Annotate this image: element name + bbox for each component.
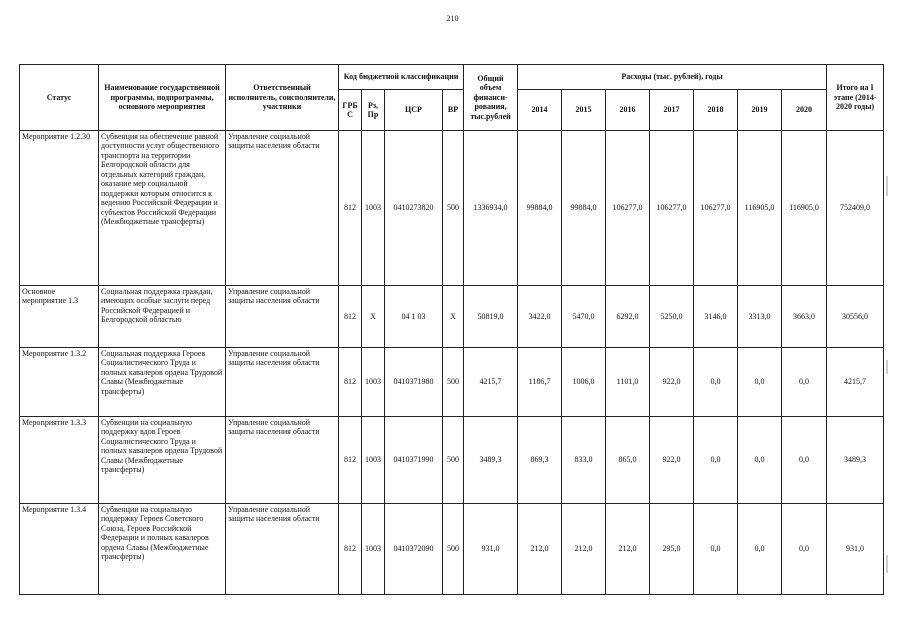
- cell-total: 50819,0: [464, 286, 518, 348]
- cell-year-value: 0,0: [782, 504, 827, 595]
- cell-year-value: 106277,0: [694, 131, 738, 286]
- cell-stage-total: 3489,3: [827, 417, 884, 504]
- cell-year-value: 116905,0: [738, 131, 782, 286]
- cell-rzpr: 1003: [362, 131, 385, 286]
- cell-grbs: 812: [339, 417, 362, 504]
- header-rzpr: Рз, Пр: [362, 90, 385, 131]
- cell-status: Мероприятие 1.3.3: [20, 417, 99, 504]
- scan-artifact: [886, 176, 888, 196]
- cell-total: 3489,3: [464, 417, 518, 504]
- cell-year-value: 99884,0: [518, 131, 562, 286]
- cell-year-value: 212,0: [518, 504, 562, 595]
- cell-vr: 500: [443, 504, 464, 595]
- cell-rzpr: 1003: [362, 348, 385, 417]
- cell-year-value: 3422,0: [518, 286, 562, 348]
- cell-name: Социальная поддержка граждан, имеющих особые заслуги перед Российской Федерацией и Белгородской областью: [99, 286, 226, 348]
- cell-responsible: Управление социальной защиты населения области: [226, 417, 339, 504]
- cell-year-value: 0,0: [738, 417, 782, 504]
- header-year: 2016: [606, 90, 650, 131]
- header-year: 2017: [650, 90, 694, 131]
- cell-responsible: Управление социальной защиты населения области: [226, 348, 339, 417]
- cell-year-value: 0,0: [694, 348, 738, 417]
- cell-grbs: 812: [339, 286, 362, 348]
- cell-year-value: 116905,0: [782, 131, 827, 286]
- cell-name: Социальная поддержка Героев Социалистического Труда и полных кавалеров ордена Трудовой Славы (Межбюджетные трансферты): [99, 348, 226, 417]
- cell-year-value: 869,3: [518, 417, 562, 504]
- cell-year-value: 5250,0: [650, 286, 694, 348]
- cell-vr: 500: [443, 417, 464, 504]
- cell-year-value: 865,0: [606, 417, 650, 504]
- cell-responsible: Управление социальной защиты населения области: [226, 504, 339, 595]
- cell-stage-total: 752409,0: [827, 131, 884, 286]
- cell-year-value: 3663,0: [782, 286, 827, 348]
- table-row: [20, 417, 884, 504]
- table-row: [20, 131, 884, 286]
- header-year: 2020: [782, 90, 827, 131]
- cell-year-value: 833,0: [562, 417, 606, 504]
- header-grbs: ГРБ С: [339, 90, 362, 131]
- cell-year-value: 3313,0: [738, 286, 782, 348]
- table-body: [20, 131, 884, 595]
- cell-year-value: 0,0: [738, 504, 782, 595]
- cell-rzpr: 1003: [362, 417, 385, 504]
- scan-artifact: [886, 555, 888, 573]
- cell-name: Субвенции на социальную поддержку вдов Героев Социалистического Труда и полных кавалеров ордена Трудовой Славы (Межбюджетные трансферты): [99, 417, 226, 504]
- cell-year-value: 0,0: [738, 348, 782, 417]
- header-year: 2018: [694, 90, 738, 131]
- cell-year-value: 0,0: [782, 417, 827, 504]
- header-status: Статус: [20, 65, 99, 131]
- header-vr: ВР: [443, 90, 464, 131]
- cell-year-value: 0,0: [694, 504, 738, 595]
- cell-year-value: 1186,7: [518, 348, 562, 417]
- cell-status: Мероприятие 1.2.30: [20, 131, 99, 286]
- cell-vr: 500: [443, 348, 464, 417]
- cell-stage-total: 931,0: [827, 504, 884, 595]
- header-csr: ЦСР: [385, 90, 443, 131]
- table-row: [20, 286, 884, 348]
- budget-table: [19, 64, 884, 595]
- cell-name: Субвенция на обеспечение равной доступности услуг общественного транспорта на территории Белгородской области для отдельных категорий граждан, оказание мер социальной поддержки которым относится к ведению Российской Федерации и субъектов Российской Федерации (Межбюджетные трансферты): [99, 131, 226, 286]
- cell-grbs: 812: [339, 504, 362, 595]
- cell-year-value: 3146,0: [694, 286, 738, 348]
- cell-year-value: 1101,0: [606, 348, 650, 417]
- cell-status: Мероприятие 1.3.4: [20, 504, 99, 595]
- cell-name: Субвенции на социальную поддержку Героев Советского Союза, Героев Российской Федерации и полных кавалеров ордена Славы (Межбюджетные трансферты): [99, 504, 226, 595]
- cell-vr: 500: [443, 131, 464, 286]
- cell-year-value: 5470,0: [562, 286, 606, 348]
- cell-year-value: 99884,0: [562, 131, 606, 286]
- cell-csr: 0410371990: [385, 417, 443, 504]
- table-row: [20, 504, 884, 595]
- header-responsible: Ответственный исполнитель, соисполнители, участники: [226, 65, 339, 131]
- cell-year-value: 106277,0: [650, 131, 694, 286]
- cell-stage-total: 30556,0: [827, 286, 884, 348]
- cell-stage-total: 4215,7: [827, 348, 884, 417]
- cell-responsible: Управление социальной защиты населения области: [226, 286, 339, 348]
- page-number: 210: [446, 14, 459, 23]
- cell-csr: 04 1 03: [385, 286, 443, 348]
- header-total-volume: Общий объем финанси- рования, тыс.рублей: [464, 65, 518, 131]
- header-stage-total: Итого на I этапе (2014-2020 годы): [827, 65, 884, 131]
- cell-year-value: 212,0: [562, 504, 606, 595]
- cell-responsible: Управление социальной защиты населения области: [226, 131, 339, 286]
- header-year: 2015: [562, 90, 606, 131]
- header-year: 2019: [738, 90, 782, 131]
- table-header: [20, 65, 884, 131]
- cell-rzpr: X: [362, 286, 385, 348]
- header-name: Наименование государственной программы, подпрограммы, основного мероприятия: [99, 65, 226, 131]
- cell-csr: 0410372090: [385, 504, 443, 595]
- cell-total: 931,0: [464, 504, 518, 595]
- cell-year-value: 6292,0: [606, 286, 650, 348]
- cell-grbs: 812: [339, 131, 362, 286]
- cell-year-value: 922,0: [650, 348, 694, 417]
- header-expenses: Расходы (тыс. рублей), годы: [518, 65, 827, 90]
- cell-year-value: 0,0: [694, 417, 738, 504]
- cell-rzpr: 1003: [362, 504, 385, 595]
- cell-grbs: 812: [339, 348, 362, 417]
- cell-year-value: 295,0: [650, 504, 694, 595]
- cell-year-value: 106277,0: [606, 131, 650, 286]
- cell-status: Мероприятие 1.3.2: [20, 348, 99, 417]
- table-row: [20, 348, 884, 417]
- cell-year-value: 922,0: [650, 417, 694, 504]
- cell-csr: 0410371980: [385, 348, 443, 417]
- header-budget-code: Код бюджетной классификации: [339, 65, 464, 90]
- cell-year-value: 212,0: [606, 504, 650, 595]
- cell-vr: X: [443, 286, 464, 348]
- cell-total: 4215,7: [464, 348, 518, 417]
- cell-year-value: 0,0: [782, 348, 827, 417]
- cell-status: Основное мероприятие 1.3: [20, 286, 99, 348]
- cell-total: 1336934,0: [464, 131, 518, 286]
- cell-year-value: 1006,0: [562, 348, 606, 417]
- header-year: 2014: [518, 90, 562, 131]
- scan-artifact: [886, 360, 888, 374]
- cell-csr: 0410273820: [385, 131, 443, 286]
